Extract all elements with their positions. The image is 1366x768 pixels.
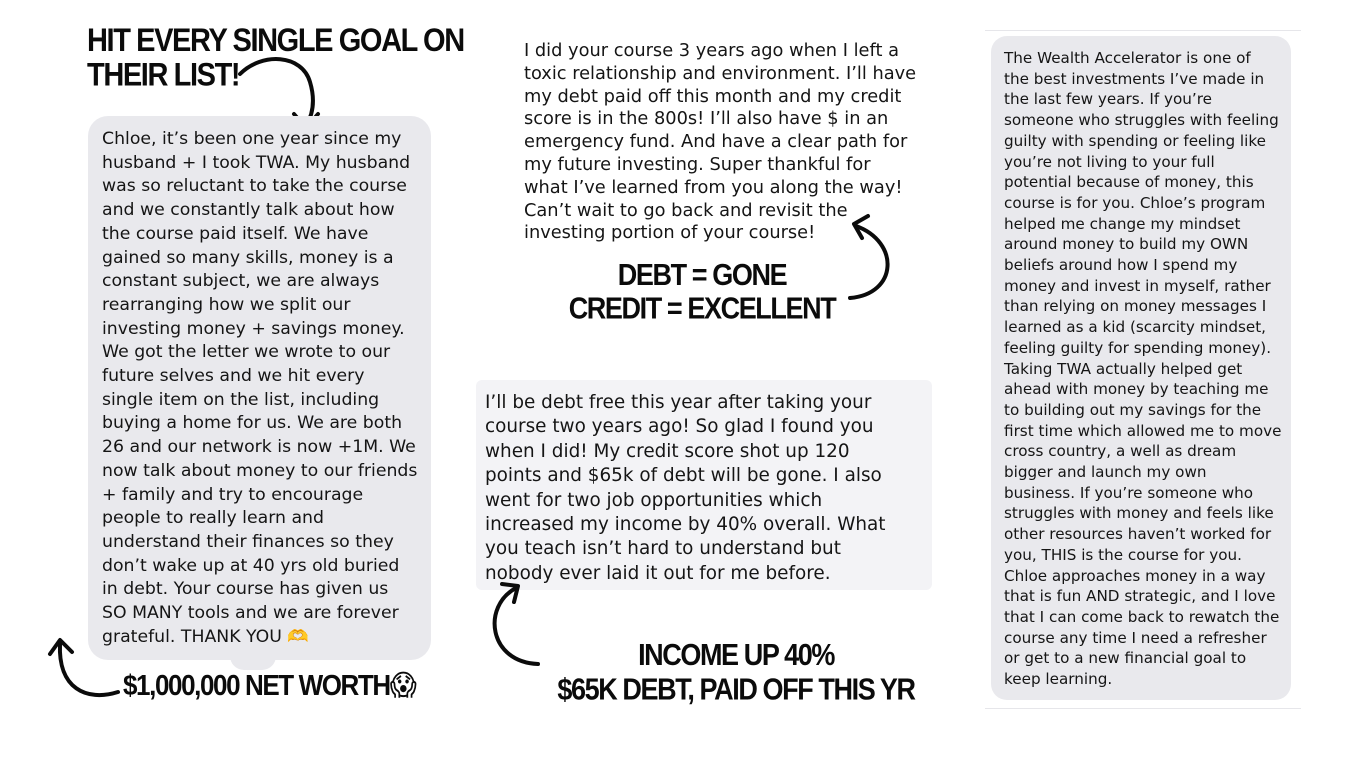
curved-arrow-icon (46, 630, 126, 706)
headline-net-worth: $1,000,000 NET WORTH😱 (123, 668, 416, 702)
message-text-mid-bottom: I’ll be debt free this year after taking your course two years ago! So glad I found you when I did! My credit score shot up 120 points and $65k of debt will be gone. I also went for two job opportunities which increased my income by 40% overall. What you teach isn’t hard to understand but nobody ever laid it out for me before. (485, 392, 886, 584)
message-bubble-right (991, 36, 1291, 700)
message-text-left: Chloe, it’s been one year since my husband + I took TWA. My husband was so reluctant to take the course and we constantly talk about how the course paid itself. We have gained so many skills, money is a constant subject, we are always rearranging how we split our investing money + savings money. We got the letter we wrote to our future selves and we hit every single item on the list, including buying a home for us. We are both 26 and our network is now +1M. We now talk about money to our friends + family and try to encourage people to really learn and understand their finances so they don’t wake up at 40 yrs old buried in debt. Your course has given us SO MANY tools and we are forever grateful. THANK YOU 🫶 (102, 129, 418, 647)
message-bubble-left (88, 116, 431, 660)
message-text-right: The Wealth Accelerator is one of the best investments I’ve made in the last few years. If you’re someone who struggles with feeling guilty with spending or feeling like you’re not living to your full potential because of money, this course is for you. Chloe’s program helped me change my mindset around money to build my OWN beliefs around how I spend my money and invest in myself, rather than relying on money messages I learned as a kid (scarcity mindset, feeling guilty for spending money). Taking TWA actually helped get ahead with money by teaching me to building out my savings for the first time which allowed me to move cross country, a well as dream bigger and launch my own business. If you’re someone who struggles with money and feels like other resources haven’t worked for you, THIS is the course for you. Chloe approaches money in a way that is fun AND strategic, and I love that I can come back to rewatch the course any time I need a refresher or get to a new financial goal to keep learning. (1004, 49, 1282, 689)
divider (985, 30, 1301, 31)
headline-goals: HIT EVERY SINGLE GOAL ON THEIR LIST! (87, 22, 464, 94)
headline-debt-credit: DEBT = GONE CREDIT = EXCELLENT (568, 258, 836, 326)
headline-income: INCOME UP 40% $65K DEBT, PAID OFF THIS YR (557, 638, 915, 707)
message-text-mid-top: I did your course 3 years ago when I left a toxic relationship and environment. I’ll have my debt paid off this month and my credit score is in the 800s! I’ll also have $ in an emergency fund. And have a clear path for my future investing. Super thankful for what I’ve learned from you along the way! Can’t wait to go back and revisit the investing portion of your course! (524, 40, 917, 244)
message-bubble-mid (476, 380, 932, 590)
divider (985, 708, 1301, 709)
